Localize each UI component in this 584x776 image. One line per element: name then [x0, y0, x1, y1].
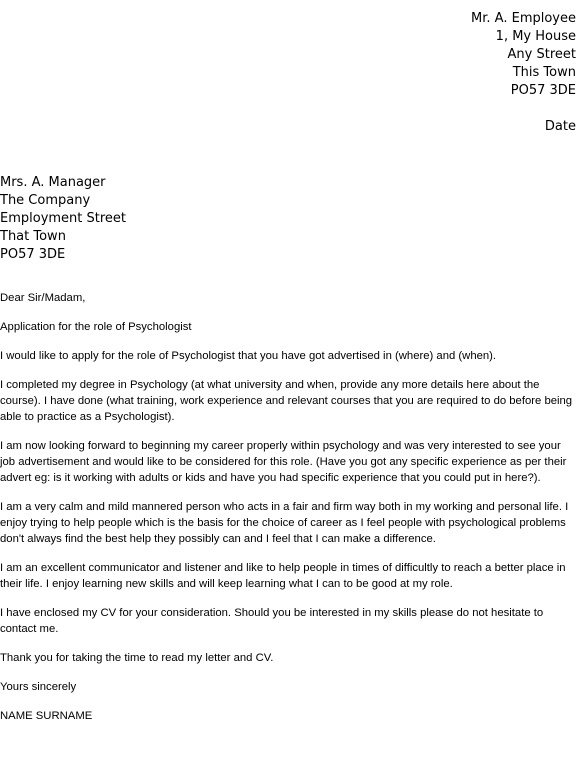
recipient-town: That Town [0, 229, 66, 244]
signature-name: NAME SURNAME [0, 710, 93, 722]
salutation: Dear Sir/Madam, [0, 292, 86, 304]
sender-address-line-1: 1, My House [495, 29, 576, 44]
subject-line: Application for the role of Psychologist [0, 321, 192, 333]
recipient-company: The Company [0, 193, 91, 208]
sender-address [471, 10, 576, 100]
sender-postcode: PO57 3DE [510, 83, 576, 98]
sender-name: Mr. A. Employee [471, 11, 576, 26]
paragraph-education: I completed my degree in Psychology (at what university and when, provide any more details here about the course). I have done (what training, work experience and relevant courses that you are required to do before being able to practice as a Psychologist). [0, 379, 573, 423]
paragraph-enclosure: I have enclosed my CV for your consideration. Should you be interested in my skills please do not hesitate to contact me. [0, 607, 544, 635]
sender-address-line-2: Any Street [507, 47, 576, 62]
sign-off: Yours sincerely [0, 681, 77, 693]
paragraph-personality: I am a very calm and mild mannered person who acts in a fair and firm way both in my working and personal life. I enjoy trying to help people which is the basis for the choice of career as I feel people with psychological problems don't always find the best help they possibly can and I feel that I can make a difference. [0, 501, 569, 545]
paragraph-skills: I am an excellent communicator and listener and like to help people in times of difficultly to reach a better place in their life. I enjoy learning new skills and will keep learning what I can to be good at my role. [0, 562, 566, 590]
paragraph-intro: I would like to apply for the role of Psychologist that you have got advertised in (where) and (when). [0, 350, 497, 362]
recipient-street: Employment Street [0, 211, 127, 226]
letter-date: Date [544, 119, 576, 134]
recipient-name: Mrs. A. Manager [0, 175, 106, 190]
sender-town: This Town [512, 65, 576, 80]
recipient-postcode: PO57 3DE [0, 247, 66, 262]
recipient-address [0, 174, 126, 264]
letter-body [0, 290, 578, 737]
paragraph-thanks: Thank you for taking the time to read my letter and CV. [0, 652, 274, 664]
paragraph-motivation: I am now looking forward to beginning my career properly within psychology and was very interested to see your job advertisement and would like to be considered for this role. (Have you got any specific experience as per their advert eg: is it working with adults or kids and have you had specific experience that you could put in here?). [0, 440, 567, 484]
